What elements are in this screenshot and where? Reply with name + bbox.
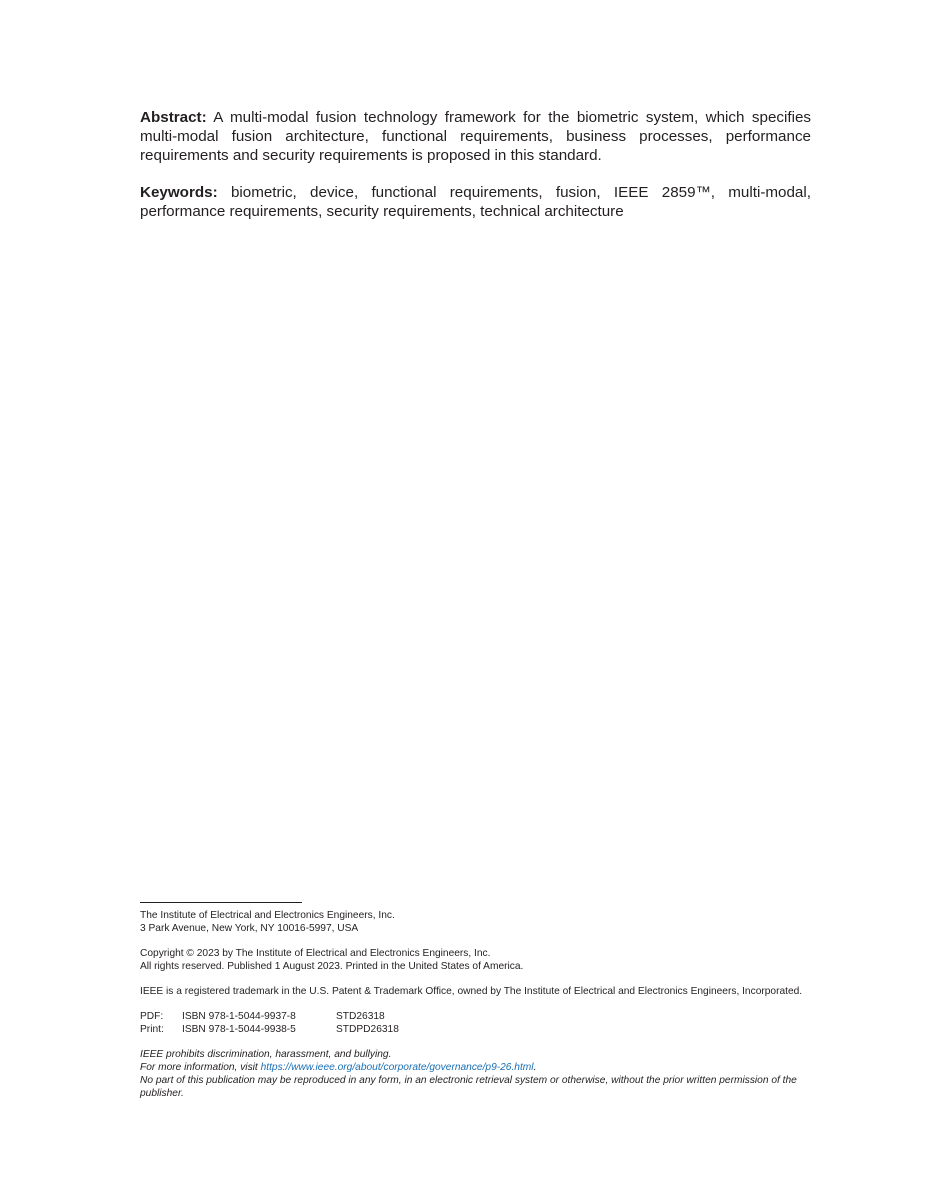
footer-divider [140,902,302,903]
isbn-number: ISBN 978-1-5044-9937-8 [182,1011,296,1022]
isbn-row-print [140,1023,812,1036]
keywords-text: biometric, device, functional requirements, fusion, IEEE 2859™, multi-modal, performance requirements, security requirements, technical architecture [140,184,811,220]
isbn-row-pdf [140,1010,812,1023]
isbn-code: STDPD26318 [336,1024,399,1035]
isbn-code: STD26318 [336,1011,385,1022]
isbn-block [140,1010,812,1036]
isbn-format: Print: [140,1024,164,1035]
abstract-section [140,108,811,221]
rights-line: All rights reserved. Published 1 August 2023. Printed in the United States of America. [140,961,524,972]
isbn-format: PDF: [140,1011,164,1022]
publisher-address: 3 Park Avenue, New York, NY 10016-5997, USA [140,923,359,934]
notice-block [140,1048,812,1100]
trademark-block [140,985,812,998]
keywords-label: Keywords: [140,184,218,201]
copyright-line: Copyright © 2023 by The Institute of Electrical and Electronics Engineers, Inc. [140,948,491,959]
copyright-block [140,947,812,973]
abstract-label: Abstract: [140,109,207,126]
more-info-line [140,1061,812,1074]
reproduction-notice: No part of this publication may be reproduced in any form, in an electronic retrieval system or otherwise, without the prior written permission of the publisher. [140,1075,797,1099]
publication-footer [140,902,812,1100]
more-info-suffix: . [533,1062,537,1073]
trademark-text: IEEE is a registered trademark in the U.S. Patent & Trademark Office, owned by The Institute of Electrical and Electronics Engineers, Incorporated. [140,986,803,997]
more-info-prefix: For more information, visit [140,1062,261,1073]
policy-link[interactable]: https://www.ieee.org/about/corporate/governance/p9-26.html [260,1062,534,1073]
discrimination-notice: IEEE prohibits discrimination, harassment, and bullying. [140,1049,392,1060]
publisher-name: The Institute of Electrical and Electronics Engineers, Inc. [140,910,395,921]
abstract-text: A multi-modal fusion technology framework for the biometric system, which specifies multi-modal fusion architecture, functional requirements, business processes, performance requirements and security requirements is proposed in this standard. [140,109,811,164]
keywords-paragraph [140,183,811,221]
isbn-number: ISBN 978-1-5044-9938-5 [182,1024,296,1035]
abstract-paragraph [140,108,811,165]
publisher-block [140,909,812,935]
